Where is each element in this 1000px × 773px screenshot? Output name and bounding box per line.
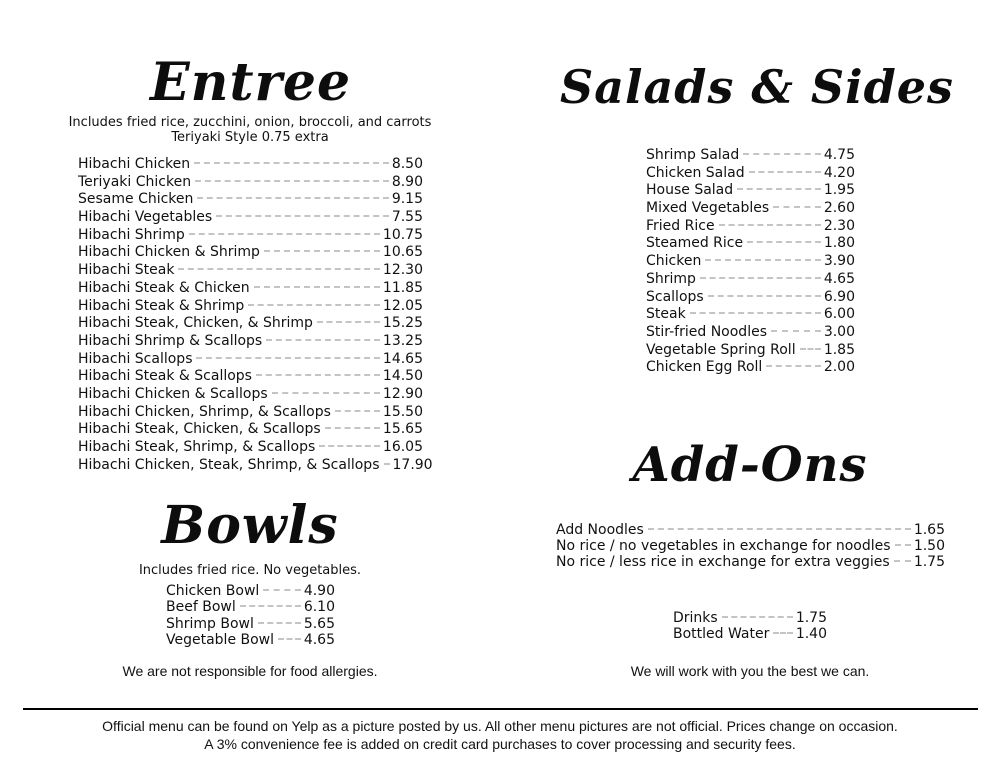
menu-item-price: 11.85 (382, 279, 423, 296)
footer-line2: A 3% convenience fee is added on credit card purchases to cover processing and security fees. (204, 736, 796, 752)
menu-item-price: 15.25 (382, 315, 423, 332)
menu-item-price: 2.30 (823, 217, 855, 234)
dot-leader (194, 162, 389, 164)
menu-item-name: Hibachi Steak & Chicken (78, 279, 250, 296)
menu-item-name: Hibachi Steak & Shrimp (78, 297, 245, 314)
menu-item (646, 147, 855, 165)
menu-item-price: 1.75 (795, 610, 827, 626)
menu-item-name: Add Noodles (556, 522, 644, 538)
dot-leader (766, 365, 821, 367)
menu-item-price: 3.00 (823, 323, 855, 340)
menu-item-name: Shrimp Bowl (166, 615, 254, 632)
menu-item-price: 1.80 (823, 235, 855, 252)
menu-item (78, 209, 423, 227)
salads-title: Salads & Sides (560, 60, 954, 114)
salads-list (646, 147, 855, 377)
menu-item-price: 14.50 (382, 368, 423, 385)
menu-item-name: Hibachi Chicken, Shrimp, & Scallops (78, 403, 331, 420)
menu-item (78, 174, 423, 192)
menu-item-price: 15.50 (382, 403, 423, 420)
menu-item-price: 8.50 (391, 156, 423, 172)
menu-item-price: 12.30 (382, 262, 423, 279)
menu-item-price: 1.50 (913, 538, 945, 555)
menu-item (673, 610, 827, 626)
menu-item-name: Hibachi Chicken & Scallops (78, 385, 268, 402)
addons-list (556, 522, 945, 571)
menu-item (646, 200, 855, 218)
menu-item (78, 244, 423, 262)
menu-item (78, 386, 423, 404)
menu-item-name: Drinks (673, 610, 718, 626)
menu-item-name: Hibachi Shrimp (78, 226, 185, 243)
menu-item (78, 439, 423, 457)
menu-item-price: 1.40 (795, 626, 827, 643)
menu-item (556, 522, 945, 538)
dot-leader (773, 632, 792, 634)
menu-item (166, 632, 335, 648)
menu-item-name: Hibachi Steak, Chicken, & Shrimp (78, 315, 313, 332)
bowls-note: Includes fried rice. No vegetables. (138, 563, 362, 578)
footer-divider (23, 708, 978, 710)
menu-item-price: 1.95 (823, 182, 855, 199)
menu-item-price: 14.65 (382, 350, 423, 367)
menu-item-name: Beef Bowl (166, 599, 236, 616)
menu-item (78, 333, 423, 351)
menu-item-name: Chicken (646, 253, 702, 270)
menu-item (78, 456, 433, 475)
dot-leader (722, 616, 793, 618)
menu-item (78, 262, 423, 280)
menu-item-name: Hibachi Chicken, Steak, Shrimp, & Scallops (78, 456, 380, 473)
menu-item (673, 626, 827, 642)
dot-leader (705, 259, 820, 261)
dot-leader (189, 233, 380, 235)
menu-item-name: Hibachi Scallops (78, 350, 193, 367)
menu-item (556, 538, 945, 554)
menu-item-name: Hibachi Shrimp & Scallops (78, 332, 263, 349)
entree-note (50, 115, 450, 145)
menu-item-name: Mixed Vegetables (646, 200, 770, 217)
menu-item (646, 218, 855, 236)
menu-item-name: Hibachi Steak & Scallops (78, 368, 252, 385)
menu-item (646, 253, 855, 271)
menu-item (78, 280, 423, 298)
menu-item-price: 12.90 (382, 385, 423, 402)
menu-item-price: 9.15 (391, 191, 423, 208)
menu-item (646, 359, 855, 377)
dot-leader (800, 348, 821, 350)
bowls-title: Bowls (161, 495, 339, 556)
menu-item (78, 227, 423, 245)
menu-item (78, 156, 423, 174)
menu-item-name: Bottled Water (673, 626, 770, 643)
menu-item-price: 4.65 (823, 270, 855, 287)
menu-item-name: Hibachi Steak (78, 262, 175, 279)
menu-item-price: 8.90 (391, 173, 423, 190)
menu-item-price: 10.65 (382, 244, 423, 261)
menu-item-price: 17.90 (392, 456, 433, 473)
menu-item-name: No rice / no vegetables in exchange for noodles (556, 538, 891, 555)
menu-item (646, 182, 855, 200)
entree-title: Entree (150, 52, 352, 113)
menu-item (556, 554, 945, 570)
menu-item-name: Shrimp (646, 270, 696, 287)
menu-item-price: 2.00 (823, 359, 855, 376)
menu-item (78, 404, 423, 422)
menu-item (646, 324, 855, 342)
menu-item (166, 599, 335, 615)
entree-note-line1: Includes fried rice, zucchini, onion, broccoli, and carrots (68, 115, 432, 130)
footer-line1: Official menu can be found on Yelp as a picture posted by us. All other menu pictures are not official. Prices change on occasion. (102, 718, 898, 734)
menu-item-price: 16.05 (382, 439, 423, 455)
menu-item-name: Chicken Egg Roll (646, 359, 763, 376)
dot-leader (196, 357, 379, 359)
entree-list (78, 156, 433, 474)
dot-leader (708, 295, 821, 297)
menu-item-price: 4.20 (823, 164, 855, 181)
dot-leader (773, 206, 821, 208)
menu-item (646, 289, 855, 307)
menu-item-price: 6.10 (303, 599, 335, 616)
dot-leader (690, 312, 821, 314)
entree-note-line2: Teriyaki Style 0.75 extra (171, 130, 329, 145)
menu-item-name: Hibachi Vegetables (78, 209, 213, 226)
menu-item (166, 583, 335, 599)
dot-leader (263, 589, 301, 591)
dot-leader (771, 330, 821, 332)
dot-leader (266, 339, 380, 341)
dot-leader (719, 224, 821, 226)
menu-item-price: 15.65 (382, 421, 423, 438)
dot-leader (178, 268, 379, 270)
dot-leader (700, 277, 821, 279)
dot-leader (648, 528, 911, 530)
menu-item-name: Hibachi Steak, Shrimp, & Scallops (78, 439, 316, 455)
menu-item-price: 5.65 (303, 615, 335, 632)
menu-item-name: Vegetable Bowl (166, 631, 275, 648)
menu-item (166, 616, 335, 632)
menu-item-price: 2.60 (823, 200, 855, 217)
dot-leader (325, 427, 380, 429)
menu-item-price: 4.90 (303, 583, 335, 599)
menu-item-price: 6.90 (823, 288, 855, 305)
menu-item-name: Hibachi Steak, Chicken, & Scallops (78, 421, 321, 438)
menu-item-price: 1.85 (823, 341, 855, 358)
menu-item-name: Teriyaki Chicken (78, 173, 192, 190)
menu-item (646, 306, 855, 324)
dot-leader (256, 374, 380, 376)
addons-title: Add-Ons (632, 437, 868, 493)
menu-item-name: Hibachi Chicken & Shrimp (78, 244, 260, 261)
dot-leader (895, 544, 911, 546)
menu-item-price: 4.75 (823, 147, 855, 163)
dot-leader (240, 605, 301, 607)
footer (0, 717, 1000, 753)
dot-leader (743, 153, 821, 155)
dot-leader (894, 560, 911, 562)
menu-item-price: 10.75 (382, 226, 423, 243)
menu-item-name: House Salad (646, 182, 734, 199)
dot-leader (248, 304, 380, 306)
menu-item (646, 165, 855, 183)
menu-item (78, 191, 423, 209)
menu-item (646, 271, 855, 289)
dot-leader (216, 215, 389, 217)
dot-leader (197, 197, 388, 199)
dot-leader (335, 410, 380, 412)
menu-item-price: 4.65 (303, 631, 335, 648)
menu-item (78, 368, 423, 386)
menu-item-price: 3.90 (823, 253, 855, 270)
menu-item (78, 298, 423, 316)
dot-leader (258, 622, 301, 624)
menu-item-name: Steamed Rice (646, 235, 744, 252)
menu-item (78, 421, 423, 439)
dot-leader (737, 188, 821, 190)
menu-item-price: 1.75 (913, 554, 945, 571)
menu-item-name: Scallops (646, 288, 704, 305)
menu-item-name: Shrimp Salad (646, 147, 740, 163)
menu-item-price: 7.55 (391, 209, 423, 226)
menu-item (646, 235, 855, 253)
dot-leader (195, 180, 389, 182)
menu-item-price: 13.25 (382, 332, 423, 349)
menu-item-name: Stir-fried Noodles (646, 323, 767, 340)
dot-leader (264, 250, 380, 252)
dot-leader (272, 392, 380, 394)
menu-item-price: 12.05 (382, 297, 423, 314)
dot-leader (749, 171, 821, 173)
menu-item-name: Sesame Chicken (78, 191, 194, 208)
menu-item (78, 351, 423, 369)
allergy-disclaimer: We are not responsible for food allergies. (122, 663, 378, 679)
dot-leader (254, 286, 380, 288)
menu-item-name: Fried Rice (646, 217, 715, 234)
dot-leader (384, 463, 390, 465)
menu-item-name: Steak (646, 306, 686, 323)
menu-item-price: 1.65 (913, 522, 945, 538)
menu-item-price: 6.00 (823, 306, 855, 323)
menu-item-name: Chicken Salad (646, 164, 745, 181)
menu-item-name: Chicken Bowl (166, 583, 260, 599)
dot-leader (278, 638, 301, 640)
dot-leader (319, 445, 380, 447)
addons-disclaimer: We will work with you the best we can. (630, 663, 870, 679)
drinks-list (673, 610, 827, 643)
dot-leader (747, 241, 821, 243)
dot-leader (317, 321, 380, 323)
menu-item-name: Vegetable Spring Roll (646, 341, 796, 358)
menu-item (646, 342, 855, 360)
menu-item (78, 315, 423, 333)
menu-item-name: No rice / less rice in exchange for extra veggies (556, 554, 890, 571)
menu-item-name: Hibachi Chicken (78, 156, 191, 172)
bowls-list (166, 583, 335, 648)
